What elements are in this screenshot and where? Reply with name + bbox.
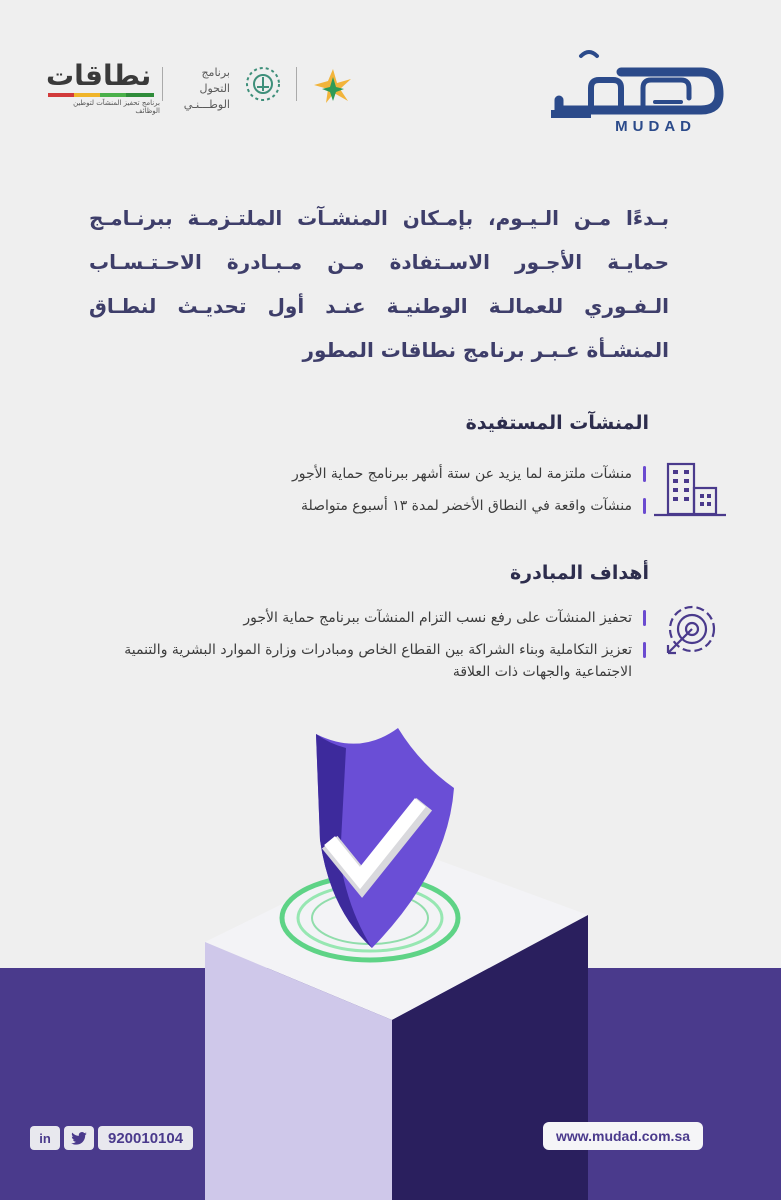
tahawul-line-2: الوطـــنـي	[183, 98, 230, 111]
website-link[interactable]: www.mudad.com.sa	[543, 1122, 703, 1150]
nitaqat-logo	[40, 55, 160, 115]
list-item: منشآت واقعة في النطاق الأخضر لمدة ١٣ أسبوع متواصلة	[86, 495, 646, 517]
goals-list	[86, 607, 646, 693]
list-item: منشآت ملتزمة لما يزيد عن ستة أشهر ببرنامج حماية الأجور	[86, 463, 646, 485]
tahawul-line-1: برنامج التحول	[199, 66, 230, 95]
phone-number[interactable]: 920010104	[98, 1126, 193, 1150]
goals-title: أهداف المبادرة	[509, 562, 649, 584]
partner-logos	[30, 55, 370, 125]
twitter-icon[interactable]	[64, 1126, 94, 1150]
tahawul-text	[170, 65, 230, 113]
linkedin-icon[interactable]: in	[30, 1126, 60, 1150]
beneficiaries-title: المنشآت المستفيدة	[465, 412, 649, 434]
list-item: تعزيز التكاملية وبناء الشراكة بين القطاع الخاص ومبادرات وزارة الموارد البشرية والتنمية الاجتماعية والجهات ذات العلاقة	[86, 639, 646, 683]
nitaqat-title: نطاقات	[46, 59, 152, 92]
target-icon	[662, 603, 718, 659]
nitaqat-subtitle: برنامج تحفيز المنشآت لتوطين الوظائف	[73, 99, 160, 115]
brand-wordmark: MUDAD	[615, 118, 696, 135]
social-contacts	[30, 1124, 193, 1152]
ministry-logo-icon	[310, 65, 356, 107]
header	[0, 0, 781, 150]
divider	[296, 67, 297, 101]
intro-paragraph: بـدءًا مـن الـيـوم، بإمـكان المنشـآت الملتـزمـة ببرنـامـج حمايـة الأجـور الاسـتفادة مـن مـبـادرة الاحـتـسـاب الـفـوري للعمالـة الوطنيـة عنـد أول تحديـث لنطـاق المنشـأة عـبـر برنامج نطاقات المطور	[89, 206, 669, 362]
vision-emblem-icon	[242, 63, 284, 105]
beneficiaries-list	[86, 463, 646, 527]
building-icon	[654, 462, 726, 518]
divider	[162, 67, 163, 101]
twitter-bird-icon	[71, 1132, 87, 1145]
nitaqat-color-bar	[48, 93, 154, 97]
list-item: تحفيز المنشآت على رفع نسب التزام المنشآت ببرنامج حماية الأجور	[86, 607, 646, 629]
